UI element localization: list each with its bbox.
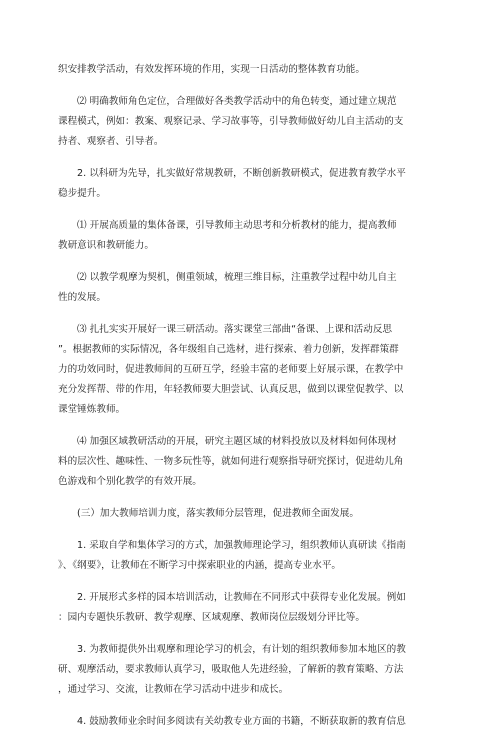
text-line: 持者、观察者、引导者。: [58, 136, 164, 147]
text-line: ⑴ 开展高质量的集体备课，引导教师主动思考和分析教材的能力，提高教师: [77, 220, 397, 231]
text-line: 力的功效同时，促进教师间的互研互学，经验丰富的老师要上好展示课，在教学中: [58, 364, 404, 375]
text-line: 稳步提升。: [58, 188, 106, 199]
paragraph-gap: [58, 256, 448, 268]
text-line: 2. 以科研为先导，扎实做好常规教研，不断创新教研模式，促进教育教学水平: [77, 168, 406, 179]
paragraph-gap: [58, 80, 448, 92]
text-line: 2. 开展形式多样的园本培训活动，让教师在不同形式中获得专业化发展。例如: [77, 592, 406, 603]
text-line: 课程模式，例如：教案、观察记录、学习故事等，引导教师做好幼儿自主活动的支: [58, 116, 404, 127]
text-line: ⑵ 以教学观摩为契机，侧重领域，梳理三维目标，注重教学过程中幼儿自主: [77, 272, 397, 283]
text-line: ”。根据教师的实际情况，各年级组自己选材，进行探索、着力创新，发挥群策群: [58, 344, 399, 355]
text-line: 充分发挥帮、带的作用，年轻教师要大胆尝试、认真反思，做到以课堂促教学、以: [58, 384, 404, 395]
text-line: 1. 采取自学和集体学习的方式，加强教师理论学习，组织教师认真研读《指南: [77, 540, 406, 551]
paragraph-gap: [58, 492, 448, 504]
text-line: 3. 为教师提供外出观摩和理论学习的机会，有计划的组织教师参加本地区的教: [77, 644, 406, 655]
paragraph-gap: [58, 700, 448, 712]
paragraph-gap: [58, 628, 448, 640]
paragraph-gap: [58, 524, 448, 536]
text-line: ，通过学习、交流，让教师在学习活动中进步和成长。: [58, 684, 289, 695]
text-line: 教研意识和教研能力。: [58, 240, 154, 251]
text-line: ⑵ 明确教师角色定位，合理做好各类教学活动中的角色转变，通过建立规范: [77, 96, 397, 107]
text-line: 4. 鼓励教师业余时间多阅读有关幼教专业方面的书籍，不断获取新的教育信息: [77, 716, 406, 727]
text-line: (三）加大教师培训力度，落实教师分层管理，促进教师全面发展。: [77, 508, 359, 519]
text-line: 研、观摩活动，要求教师认真学习，吸取他人先进经验，了解新的教育策略、方法: [58, 664, 404, 675]
text-line: 性的发展。: [58, 292, 106, 303]
paragraph-gap: [58, 308, 448, 320]
text-line: 料的层次性、趣味性、一物多玩性等，就如何进行观察指导研究探讨，促进幼儿角: [58, 456, 404, 467]
paragraph-gap: [58, 420, 448, 432]
text-line: 》、《纲要》，让教师在不断学习中探索职业的内涵，提高专业水平。: [58, 560, 342, 571]
text-line: ⑷ 加强区域教研活动的开展，研究主题区域的材料投放以及材料如何体现材: [77, 436, 397, 447]
paragraph-gap: [58, 204, 448, 216]
paragraph-gap: [58, 152, 448, 164]
text-line: 课堂锤炼教师。: [58, 404, 126, 415]
text-line: ⑶ 扎扎实实开展好一课三研活动。落实课堂三部曲“备课、上课和活动反思: [77, 324, 393, 335]
document-body: [58, 60, 448, 732]
text-line: 色游戏和个别化教学的有效开展。: [58, 476, 202, 487]
paragraph-gap: [58, 576, 448, 588]
text-line: 织安排教学活动，有效发挥环境的作用，实现一日活动的整体教育功能。: [58, 64, 365, 75]
text-line: ：园内专题快乐教研、教学观摩、区域观摩、教师岗位层级划分评比等。: [58, 612, 365, 623]
